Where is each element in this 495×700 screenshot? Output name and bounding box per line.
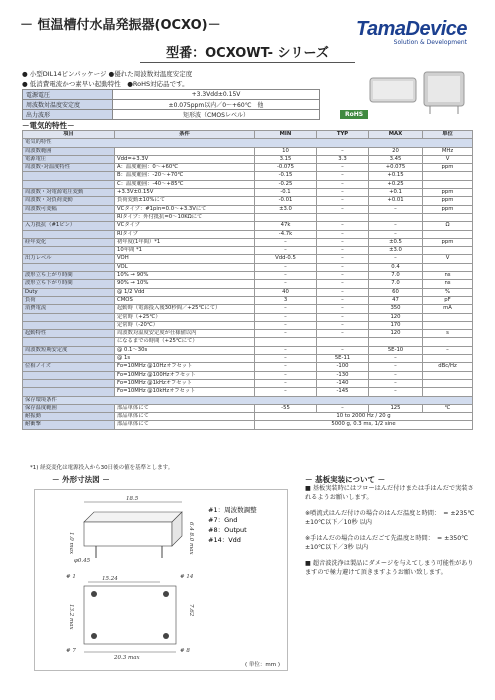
outline-drawing [40, 492, 280, 660]
spec-value [423, 355, 473, 363]
spec-table [22, 130, 473, 430]
spec-condition: Fo=10MHz @10Hzオフセット [115, 363, 255, 371]
spec-condition: Fo=10MHz @10kHzオフセット [115, 388, 255, 396]
spec-header: 単位 [423, 131, 473, 139]
spec-value: – [317, 255, 369, 263]
spec-value: – [317, 404, 369, 412]
spec-param [23, 213, 115, 221]
spec-condition: Fo=10MHz @1kHzオフセット [115, 379, 255, 387]
spec-param [23, 247, 115, 255]
spec-condition: Vdd=+3.3V [115, 155, 255, 163]
spec-value: – [317, 238, 369, 246]
spec-row [23, 247, 473, 255]
spec-row [23, 421, 473, 429]
spec-condition: 10% → 90% [115, 272, 255, 280]
spec-row [23, 338, 473, 346]
spec-row [23, 321, 473, 329]
summary-value: +3.3Vdd±0.15V [113, 90, 320, 100]
spec-value [369, 338, 423, 346]
mount-para: ■ 超音波洗浄は製品にダメージを与えてしまう可能性がありますので極力避けて頂きますようお願い致します。 [305, 560, 474, 576]
mount-para: ※手はんだの場合のはんだごて先温度と時間： = ±350℃±10℃以下／3秒 以内 [305, 535, 469, 551]
spec-value: – [255, 371, 317, 379]
spec-condition: C：温度範囲：-40〜+85℃ [115, 180, 255, 188]
spec-param [23, 371, 115, 379]
brand-tagline: Solution & Development [393, 39, 467, 46]
spec-row [23, 379, 473, 387]
spec-value: – [369, 230, 423, 238]
spec-value [423, 379, 473, 387]
spec-value: – [317, 296, 369, 304]
dim-pin-pitch-y: 13.2 max [68, 604, 74, 630]
spec-value: -140 [317, 379, 369, 387]
spec-condition: 定常時（-20℃） [115, 321, 255, 329]
spec-row [23, 388, 473, 396]
spec-param: 周波数・対電源電圧変動 [23, 189, 115, 197]
spec-value: -0.01 [255, 197, 317, 205]
spec-value: 7.0 [369, 280, 423, 288]
spec-value: -130 [317, 371, 369, 379]
spec-value: – [255, 313, 317, 321]
spec-condition: VCタイプ [115, 222, 255, 230]
spec-condition: B：温度範囲：-20〜+70℃ [115, 172, 255, 180]
summary-key: 電源電圧 [23, 90, 113, 100]
spec-row [23, 263, 473, 271]
spec-value: -0.075 [255, 164, 317, 172]
spec-condition: 起動時（電源投入後30秒間／+25℃にて） [115, 305, 255, 313]
spec-condition: 周波数対温度安定度が仕様値以内 [115, 330, 255, 338]
brand-name: TamaDevice [356, 18, 467, 40]
spec-value: – [255, 388, 317, 396]
spec-header: MAX [369, 131, 423, 139]
spec-row [23, 172, 473, 180]
spec-value: – [317, 330, 369, 338]
spec-value: ppm [423, 197, 473, 205]
spec-value: 60 [369, 288, 423, 296]
spec-value [423, 213, 473, 221]
summary-value: 矩形波（CMOSレベル） [113, 110, 320, 120]
spec-condition: 部品単体にて [115, 404, 255, 412]
spec-value: – [255, 238, 317, 246]
spec-value: dBc/Hz [423, 363, 473, 371]
footnote: *1) 経変変化は電源投入から30日後の値を基準とします。 [30, 465, 174, 471]
spec-value: ±3.0 [255, 205, 317, 213]
dim-body-height: 7.62 [188, 604, 194, 617]
spec-value: 10 [255, 147, 317, 155]
spec-value: pF [423, 296, 473, 304]
spec-row [23, 255, 473, 263]
spec-param [23, 313, 115, 321]
spec-value: – [255, 263, 317, 271]
spec-condition: VCタイプ：#1pin=0.0〜+3.3Vにて [115, 205, 255, 213]
spec-row [23, 413, 473, 421]
dim-thickness: 6.4 8.0 max [188, 522, 194, 555]
spec-param [23, 180, 115, 188]
spec-value [255, 338, 317, 346]
spec-value: – [317, 230, 369, 238]
spec-value: 3 [255, 296, 317, 304]
spec-row [23, 346, 473, 354]
feature-item: ● 低消費電流かつ素早い起動特性 ●RoHS対応品です。 [22, 79, 189, 88]
spec-param [23, 172, 115, 180]
feature-item: ● 小型DIL14ピンパッケージ ●優れた周波数対温度安定度 [22, 70, 193, 78]
spec-group-label: 電気的特性 [23, 139, 473, 147]
spec-param: 負荷 [23, 296, 115, 304]
spec-value: 40 [255, 288, 317, 296]
spec-condition: @ 1/2 Vdd [115, 288, 255, 296]
spec-value: ±0.5 [369, 238, 423, 246]
spec-value: 125 [369, 404, 423, 412]
spec-value: – [317, 222, 369, 230]
spec-param: 周波数短期安定度 [23, 346, 115, 354]
spec-value: – [369, 379, 423, 387]
spec-value: +0.25 [369, 180, 423, 188]
spec-value [317, 338, 369, 346]
spec-row [23, 205, 473, 213]
spec-condition: VOL [115, 263, 255, 271]
spec-param: 耐振動 [23, 413, 115, 421]
spec-condition: VOH [115, 255, 255, 263]
spec-param: 周波数範囲 [23, 147, 115, 155]
spec-param [23, 355, 115, 363]
spec-condition: 部品単体にて [115, 413, 255, 421]
spec-value: 20 [369, 147, 423, 155]
spec-value: +0.15 [369, 172, 423, 180]
spec-header: MIN [255, 131, 317, 139]
spec-value: -0.25 [255, 180, 317, 188]
spec-value [423, 172, 473, 180]
spec-condition: CMOS [115, 296, 255, 304]
spec-value: % [423, 288, 473, 296]
spec-param: 起動特性 [23, 330, 115, 338]
spec-value [423, 180, 473, 188]
spec-condition: +3.3V±0.15V [115, 189, 255, 197]
pin-label-1: # 1 [66, 574, 76, 580]
spec-value: – [317, 305, 369, 313]
spec-condition: 定常時（+25℃） [115, 313, 255, 321]
spec-row [23, 296, 473, 304]
spec-value: – [255, 321, 317, 329]
spec-value: ns [423, 272, 473, 280]
spec-condition: A：温度範囲：0〜+60℃ [115, 164, 255, 172]
series-title: 型番：OCXOWT- シリーズ [166, 46, 329, 61]
mount-title: － 基板実装について － [305, 475, 386, 484]
spec-value: – [317, 205, 369, 213]
spec-value: ppm [423, 189, 473, 197]
summary-key: 出力波形 [23, 110, 113, 120]
spec-row [23, 404, 473, 412]
spec-value: – [317, 147, 369, 155]
spec-condition: 負荷変動±10%にて [115, 197, 255, 205]
spec-value: -0.15 [255, 172, 317, 180]
spec-row [23, 238, 473, 246]
spec-value: – [255, 355, 317, 363]
pin-marker [91, 633, 97, 639]
spec-param: Duty [23, 288, 115, 296]
spec-param [23, 338, 115, 346]
spec-condition: 初年度(1年間）*1 [115, 238, 255, 246]
spec-value [317, 213, 369, 221]
pin-desc: #8：Output [208, 526, 247, 534]
spec-value: 120 [369, 313, 423, 321]
spec-row [23, 363, 473, 371]
spec-value: 10 to 2000 Hz / 20 g [255, 413, 473, 421]
pin-label-14: # 14 [180, 574, 194, 580]
spec-value: – [317, 189, 369, 197]
mount-notes [305, 484, 475, 584]
spec-value: – [317, 172, 369, 180]
spec-condition: 10年間 *1 [115, 247, 255, 255]
rohs-badge: RoHS [340, 110, 368, 119]
spec-value: 47 [369, 296, 423, 304]
spec-value: ppm [423, 205, 473, 213]
spec-group-row [23, 139, 473, 147]
spec-value: – [317, 247, 369, 255]
spec-value: – [369, 363, 423, 371]
spec-row [23, 213, 473, 221]
spec-param: 経年変化 [23, 238, 115, 246]
pin-label-7: # 7 [66, 648, 76, 654]
spec-param: 耐衝撃 [23, 421, 115, 429]
spec-value: -55 [255, 404, 317, 412]
spec-value: – [317, 280, 369, 288]
spec-param [23, 379, 115, 387]
spec-value: -4.7k [255, 230, 317, 238]
spec-condition: RIタイプ：外付抵抗=0〜10KΩにて [115, 213, 255, 221]
spec-value: – [317, 346, 369, 354]
spec-value: 3.3 [317, 155, 369, 163]
spec-row [23, 305, 473, 313]
spec-param: 消費電流 [23, 305, 115, 313]
spec-value: 7.0 [369, 272, 423, 280]
spec-value: – [369, 255, 423, 263]
series-underline [140, 62, 355, 63]
spec-value [423, 388, 473, 396]
pin-desc: #7：Gnd [208, 516, 238, 524]
spec-param: 波形立ち下がり時間 [23, 280, 115, 288]
spec-group-label: 保存環境条件 [23, 396, 473, 404]
spec-value: 0.4 [369, 263, 423, 271]
spec-value: – [255, 346, 317, 354]
spec-value: s [423, 330, 473, 338]
spec-value: – [317, 197, 369, 205]
spec-header: 条件 [115, 131, 255, 139]
spec-value: Ω [423, 222, 473, 230]
spec-row [23, 164, 473, 172]
spec-value: – [317, 263, 369, 271]
spec-value: – [255, 363, 317, 371]
summary-value: ±0.075ppm以内／0〜+60℃ 他 [113, 100, 320, 110]
spec-row [23, 330, 473, 338]
spec-value: – [317, 313, 369, 321]
spec-condition: Fo=10MHz @100Hzオフセット [115, 371, 255, 379]
spec-value: – [317, 321, 369, 329]
summary-table [22, 89, 320, 120]
spec-row [23, 189, 473, 197]
spec-value: ns [423, 280, 473, 288]
spec-group-row [23, 396, 473, 404]
spec-value: – [369, 355, 423, 363]
spec-value: 47k [255, 222, 317, 230]
pin-marker [163, 591, 169, 597]
spec-value: Vdd-0.5 [255, 255, 317, 263]
spec-param: 波形立ち上がり時間 [23, 272, 115, 280]
spec-value: – [317, 180, 369, 188]
feature-list [22, 70, 192, 89]
spec-condition: RIタイプ [115, 230, 255, 238]
spec-value: – [369, 371, 423, 379]
spec-value: mA [423, 305, 473, 313]
spec-value: 3.45 [369, 155, 423, 163]
spec-condition: @ 0.1〜30s [115, 346, 255, 354]
dim-pin-pitch-x: 15.24 [102, 576, 118, 582]
spec-value: – [423, 346, 473, 354]
spec-value: 350 [369, 305, 423, 313]
spec-value: – [369, 222, 423, 230]
spec-value: -100 [317, 363, 369, 371]
spec-value: – [317, 272, 369, 280]
spec-row [23, 355, 473, 363]
spec-value: V [423, 155, 473, 163]
spec-param [23, 263, 115, 271]
spec-header: 項目 [23, 131, 115, 139]
mount-para: ■ 基板実装時にはフローはんだ付けまたは手はんだで実装されるようお願いします。 [305, 485, 474, 501]
spec-value [423, 338, 473, 346]
spec-row [23, 180, 473, 188]
spec-param [23, 230, 115, 238]
spec-value: +0.075 [369, 164, 423, 172]
spec-value [369, 213, 423, 221]
spec-value [423, 230, 473, 238]
spec-value: – [369, 205, 423, 213]
spec-row [23, 222, 473, 230]
spec-row [23, 272, 473, 280]
spec-value: -145 [317, 388, 369, 396]
spec-value [255, 213, 317, 221]
spec-param [23, 321, 115, 329]
pin-desc: #1：周波数調整 [208, 506, 257, 514]
dim-width: 18.5 [126, 496, 139, 502]
spec-condition: 部品単体にて [115, 421, 255, 429]
spec-value: – [369, 388, 423, 396]
spec-value: 170 [369, 321, 423, 329]
spec-row [23, 313, 473, 321]
spec-row [23, 371, 473, 379]
spec-row [23, 230, 473, 238]
pin-desc: #14：Vdd [208, 536, 241, 544]
spec-value: 5000 g, 0.3 ms, 1/2 sine [255, 421, 473, 429]
spec-param [23, 388, 115, 396]
spec-param: 電源電圧 [23, 155, 115, 163]
spec-value: 5E-10 [369, 346, 423, 354]
spec-row [23, 147, 473, 155]
spec-value: V [423, 255, 473, 263]
spec-value: – [255, 272, 317, 280]
outline-title: － 外形寸法図 － [52, 475, 110, 484]
page-title: － 恒温槽付水晶発振器(OCXO)－ [20, 18, 221, 33]
spec-value: – [255, 379, 317, 387]
spec-value: +0.1 [369, 189, 423, 197]
spec-value: – [255, 280, 317, 288]
spec-row [23, 155, 473, 163]
spec-condition: になるまでの時間（+25℃にて） [115, 338, 255, 346]
spec-row [23, 288, 473, 296]
spec-value: ppm [423, 238, 473, 246]
spec-value [423, 371, 473, 379]
spec-param: 周波数・対負荷変動 [23, 197, 115, 205]
spec-section-title: －電気的特性－ [22, 121, 75, 130]
spec-param: 周波数･対温度特性 [23, 164, 115, 172]
unit-label: ( 単位：mm ) [245, 662, 281, 668]
spec-param: 位相ノイズ [23, 363, 115, 371]
spec-value [423, 263, 473, 271]
spec-value: 120 [369, 330, 423, 338]
spec-value: 3.15 [255, 155, 317, 163]
spec-row [23, 197, 473, 205]
spec-param: 周波数可変幅 [23, 205, 115, 213]
pin-label-8: # 8 [180, 648, 190, 654]
spec-value: – [317, 288, 369, 296]
pin-marker [91, 591, 97, 597]
spec-row [23, 280, 473, 288]
spec-value: ℃ [423, 404, 473, 412]
spec-value: ±3.0 [369, 247, 423, 255]
dim-pin-diameter: φ0.45 [74, 558, 91, 564]
spec-condition: @ 1s [115, 355, 255, 363]
spec-condition: 90% → 10% [115, 280, 255, 288]
spec-value: – [317, 164, 369, 172]
spec-value [423, 313, 473, 321]
spec-condition [115, 147, 255, 155]
spec-value: +0.01 [369, 197, 423, 205]
spec-value: MHz [423, 147, 473, 155]
mount-para: ※噴流式はんだ付けの場合のはんだ温度と時間： = ±235℃±10℃以下／10秒 以内 [305, 510, 475, 526]
spec-header: TYP [317, 131, 369, 139]
spec-param: 保存温度範囲 [23, 404, 115, 412]
summary-key: 周波数対温度安定度 [23, 100, 113, 110]
spec-value: – [255, 305, 317, 313]
pin-marker [163, 633, 169, 639]
spec-value: ppm [423, 164, 473, 172]
spec-param: 出力レベル [23, 255, 115, 263]
spec-value [423, 321, 473, 329]
spec-param: 入力抵抗（#1ピン） [23, 222, 115, 230]
spec-value: – [255, 330, 317, 338]
spec-value: – [255, 247, 317, 255]
spec-value: 5E-11 [317, 355, 369, 363]
spec-value: -0.1 [255, 189, 317, 197]
spec-value [423, 247, 473, 255]
dim-height: 1.0 max [68, 532, 74, 555]
dim-body-length: 20.3 max [114, 655, 140, 660]
